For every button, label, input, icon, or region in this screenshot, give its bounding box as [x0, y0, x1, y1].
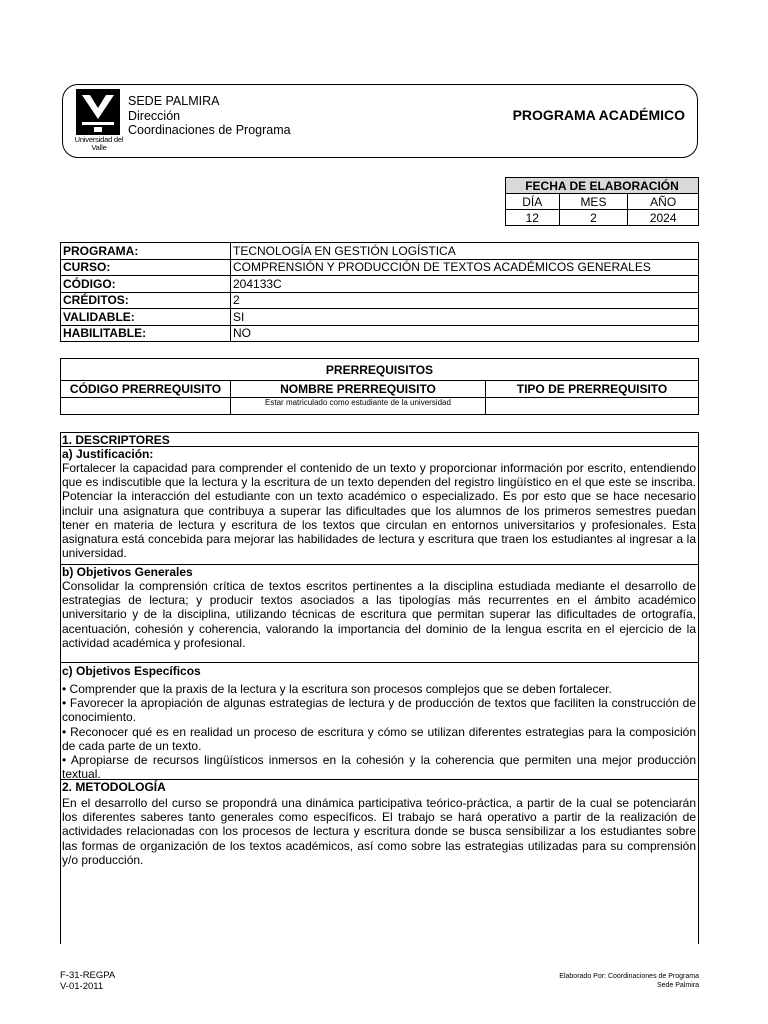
info-label: PROGRAMA:	[61, 243, 231, 260]
descriptores-title: 1. DESCRIPTORES	[61, 433, 698, 447]
objetivos-especificos-list	[61, 682, 698, 781]
info-label: CRÉDITOS:	[61, 292, 231, 309]
fecha-label-dia: DÍA	[506, 194, 560, 210]
objetivos-generales-text: Consolidar la comprensión crítica de textos escritos pertinentes a la disciplina estudiada mediante el desarrollo de estrategias de lectura; y producir textos asociados a las tipologías más recurrentes en el ámbito académico universitario y de la disciplina, utilizando técnicas de escritura que permitan superar las dificultades de ortografía, acentuación, cohesión y coherencia, valorando la importancia del dominio de la lengua escrita en el ejercicio de la actividad académica y profesional.	[62, 579, 696, 650]
info-value: COMPRENSIÓN Y PRODUCCIÓN DE TEXTOS ACADÉMICOS GENERALES	[231, 259, 699, 276]
fecha-value-ano: 2024	[628, 210, 699, 226]
justificacion-block	[61, 433, 698, 568]
org-line-direccion: Dirección	[128, 108, 181, 123]
footer-version: V-01-2011	[60, 981, 104, 992]
info-value: 2	[231, 292, 699, 309]
info-label: HABILITABLE:	[61, 325, 231, 342]
info-value: 204133C	[231, 276, 699, 293]
descriptores-section	[60, 432, 699, 944]
org-line-sede: SEDE PALMIRA	[128, 94, 220, 108]
info-row-validable	[61, 309, 699, 326]
info-label: CURSO:	[61, 259, 231, 276]
footer-sede: Sede Palmira	[656, 982, 699, 989]
document-header	[62, 84, 698, 158]
footer-elaborado	[559, 972, 699, 990]
prerrequisitos-title: PRERREQUISITOS	[61, 359, 699, 381]
prereq-header-tipo: TIPO DE PRERREQUISITO	[486, 381, 699, 398]
univalle-logo-icon	[76, 89, 120, 135]
logo-wordmark: Universidad del Valle	[74, 135, 124, 152]
info-value: NO	[231, 325, 699, 342]
prereq-header-nombre: NOMBRE PRERREQUISITO	[231, 381, 486, 398]
justificacion-title: a) Justificación:	[62, 447, 154, 461]
objetivos-generales-block	[61, 564, 698, 662]
objetivos-generales-title: b) Objetivos Generales	[62, 565, 193, 579]
fecha-title: FECHA DE ELABORACIÓN	[506, 178, 699, 194]
fecha-elaboracion-table	[505, 177, 699, 226]
footer-form-code	[60, 970, 115, 992]
prereq-cell-codigo	[61, 398, 231, 415]
university-logo	[74, 89, 124, 152]
objetivo-especifico-item: • Reconocer qué es en realidad un proceso de escritura y cómo se utilizan diferentes estrategias para la composición de cada parte de un texto.	[62, 724, 696, 753]
footer-elaborado-por: Elaborado Por: Coordinaciones de Programa	[559, 973, 699, 980]
info-row-curso	[61, 259, 699, 276]
document-title: PROGRAMA ACADÉMICO	[512, 107, 685, 123]
info-row-programa	[61, 243, 699, 260]
org-line-coordinaciones: Coordinaciones de Programa	[128, 123, 291, 137]
fecha-value-dia: 12	[506, 210, 560, 226]
info-value: SI	[231, 309, 699, 326]
footer-code: F-31-REGPA	[60, 970, 116, 981]
fecha-label-mes: MES	[559, 194, 628, 210]
metodologia-block	[61, 779, 698, 944]
course-info-table	[60, 242, 699, 342]
prerrequisitos-table	[60, 358, 699, 415]
organization-lines	[128, 94, 291, 138]
info-value: TECNOLOGÍA EN GESTIÓN LOGÍSTICA	[231, 243, 699, 260]
objetivo-especifico-item: • Apropiarse de recursos lingüísticos inmersos en la cohesión y la coherencia que permiten una mejor producción textual.	[62, 753, 696, 781]
info-label: CÓDIGO:	[61, 276, 231, 293]
metodologia-title: 2. METODOLOGÍA	[62, 780, 166, 794]
objetivo-especifico-item: • Comprender que la praxis de la lectura y la escritura son procesos complejos que se deben fortalecer.	[62, 682, 612, 696]
info-row-codigo	[61, 276, 699, 293]
info-row-habilitable	[61, 325, 699, 342]
metodologia-text: En el desarrollo del curso se propondrá una dinámica participativa teórico-práctica, a partir de la cual se potenciarán los diferentes saberes tanto generales como específicos. El trabajo se hará operativo a partir de la realización de actividades relacionadas con los procesos de lectura y escritura donde se busca sensibilizar a los estudiantes sobre las formas de organización de los textos académicos, así como sobre las estrategias utilizadas para su comprensión y/o producción.	[62, 796, 696, 867]
info-row-creditos	[61, 292, 699, 309]
prereq-cell-nombre: Estar matriculado como estudiante de la universidad	[231, 398, 486, 415]
justificacion-text: Fortalecer la capacidad para comprender el contenido de un texto y proporcionar información por escrito, entendiendo que es indiscutible que la lectura y la escritura de un texto dependen del registro lingüístico en el que este se inscriba. Potenciar la interacción del estudiante con un texto académico o especializado. Es por esto que se hace necesario incluir una asignatura que contribuya a superar las dificultades que los alumnos de los primeros semestres puedan tener en materia de lectura y escritura de los textos que circulan en entornos universitarios y profesionales. Esta asignatura está concebida para mejorar las habilidades de lectura y escritura que traen los estudiantes al ingresar a la universidad.	[62, 461, 696, 561]
info-label: VALIDABLE:	[61, 309, 231, 326]
prereq-cell-tipo	[486, 398, 699, 415]
objetivo-especifico-item: • Favorecer la apropiación de algunas estrategias de lectura y de producción de textos que faciliten la construcción de conocimiento.	[62, 696, 696, 725]
fecha-label-ano: AÑO	[628, 194, 699, 210]
fecha-value-mes: 2	[559, 210, 628, 226]
prereq-header-codigo: CÓDIGO PRERREQUISITO	[61, 381, 231, 398]
objetivos-especificos-title: c) Objetivos Específicos	[62, 664, 201, 678]
objetivos-especificos-block	[61, 662, 698, 781]
